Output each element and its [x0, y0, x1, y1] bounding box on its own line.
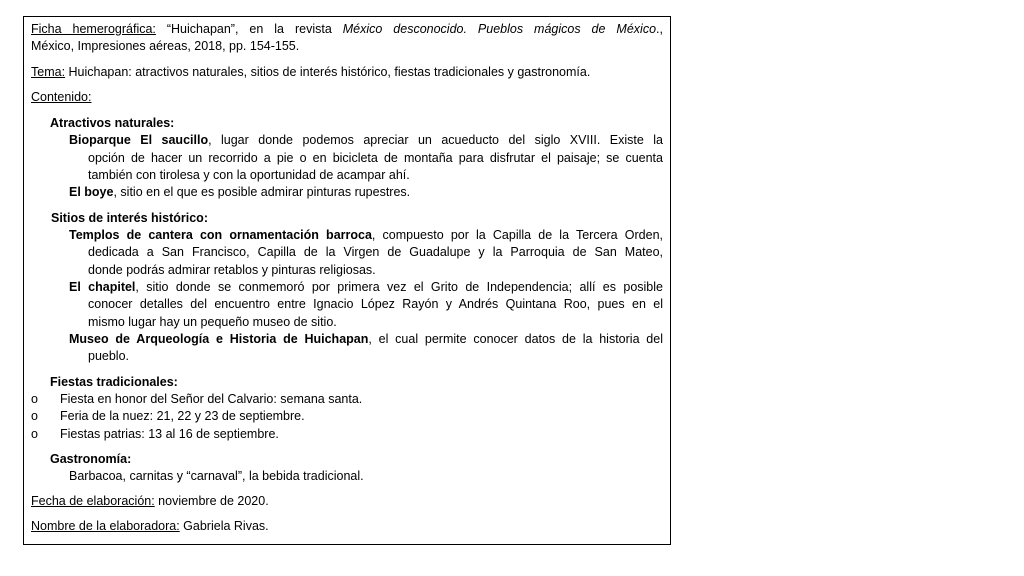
- bibliographic-card: [23, 16, 671, 545]
- sitios-item3-text: , el cual permite conocer datos de la historia del: [368, 332, 663, 346]
- atractivos-item2-name: El boye: [69, 185, 114, 199]
- sitios-item1-line3: donde podrás admirar retablos y pinturas religiosas.: [88, 263, 376, 277]
- atractivos-heading: Atractivos naturales:: [50, 116, 175, 130]
- nombre-label: Nombre de la elaboradora:: [31, 519, 180, 533]
- fecha-line: [31, 494, 269, 509]
- sitios-item1-name: Templos de cantera con ornamentación barroca: [69, 228, 372, 242]
- sitios-item2-text: , sitio donde se conmemoró por primera vez el Grito de Independencia; allí es posible: [135, 280, 663, 294]
- sitios-item3-name: Museo de Arqueología e Historia de Huichapan: [69, 332, 369, 346]
- nombre-line: [31, 519, 269, 534]
- fecha-label: Fecha de elaboración:: [31, 494, 155, 508]
- fiestas-item-2: Feria de la nuez: 21, 22 y 23 de septiembre.: [60, 409, 305, 423]
- ficha-line-1: [31, 22, 663, 37]
- atractivos-item1-line2: opción de hacer un recorrido a pie o en bicicleta de montaña para disfrutar el paisaje; se cuenta: [88, 151, 663, 165]
- sitios-item2-line1: [69, 280, 663, 295]
- sitios-item1-line2: dedicada a San Francisco, Capilla de la Virgen de Guadalupe y la Parroquia de San Mateo,: [88, 245, 663, 259]
- fiestas-heading: Fiestas tradicionales:: [50, 375, 178, 389]
- ficha-text-a: “Huichapan”, en la revista: [155, 22, 343, 36]
- atractivos-item2-text: , sitio en el que es posible admirar pinturas rupestres.: [113, 185, 411, 199]
- gastronomia-heading: Gastronomía:: [50, 452, 132, 466]
- fiestas-bullet-1: o: [31, 392, 38, 406]
- tema-label: Tema:: [31, 65, 66, 79]
- fiestas-item-1: Fiesta en honor del Señor del Calvario: semana santa.: [60, 392, 363, 406]
- sitios-item1-text: , compuesto por la Capilla de la Tercera Orden,: [371, 228, 663, 242]
- fiestas-bullet-2: o: [31, 409, 38, 423]
- ficha-magazine-title: México desconocido. Pueblos mágicos de México: [342, 22, 657, 36]
- sitios-item3-line2: pueblo.: [88, 349, 130, 363]
- sitios-item2-name: El chapitel: [69, 280, 136, 294]
- nombre-text: Gabriela Rivas.: [179, 519, 269, 533]
- fecha-text: noviembre de 2020.: [154, 494, 269, 508]
- contenido-label: Contenido:: [31, 90, 92, 104]
- gastronomia-text: Barbacoa, carnitas y “carnaval”, la bebida tradicional.: [69, 469, 364, 483]
- sitios-item1-line1: [69, 228, 663, 243]
- atractivos-item1-name: Bioparque El saucillo: [69, 133, 209, 147]
- tema-line: [31, 65, 590, 80]
- atractivos-item1-text: , lugar donde podemos apreciar un acueducto del siglo XVIII. Existe la: [208, 133, 663, 147]
- tema-text: Huichapan: atractivos naturales, sitios de interés histórico, fiestas tradicionales y gastronomía.: [65, 65, 591, 79]
- ficha-line-2: México, Impresiones aéreas, 2018, pp. 154-155.: [31, 39, 300, 53]
- sitios-item2-line2: conocer detalles del encuentro entre Ignacio López Rayón y Andrés Quintana Roo, pues en el: [88, 297, 663, 311]
- sitios-item2-line3: mismo lugar hay un pequeño museo de sitio.: [88, 315, 337, 329]
- atractivos-item1-line3: también con tirolesa y con la oportunidad de acampar ahí.: [88, 168, 410, 182]
- ficha-label: Ficha hemerográfica:: [31, 22, 156, 36]
- fiestas-bullet-3: o: [31, 427, 38, 441]
- sitios-item3-line1: [69, 332, 663, 347]
- sitios-heading: Sitios de interés histórico:: [51, 211, 208, 225]
- ficha-text-b: .,: [656, 22, 663, 36]
- atractivos-item1-line1: [69, 133, 663, 148]
- atractivos-item2: [69, 185, 410, 200]
- fiestas-item-3: Fiestas patrias: 13 al 16 de septiembre.: [60, 427, 279, 441]
